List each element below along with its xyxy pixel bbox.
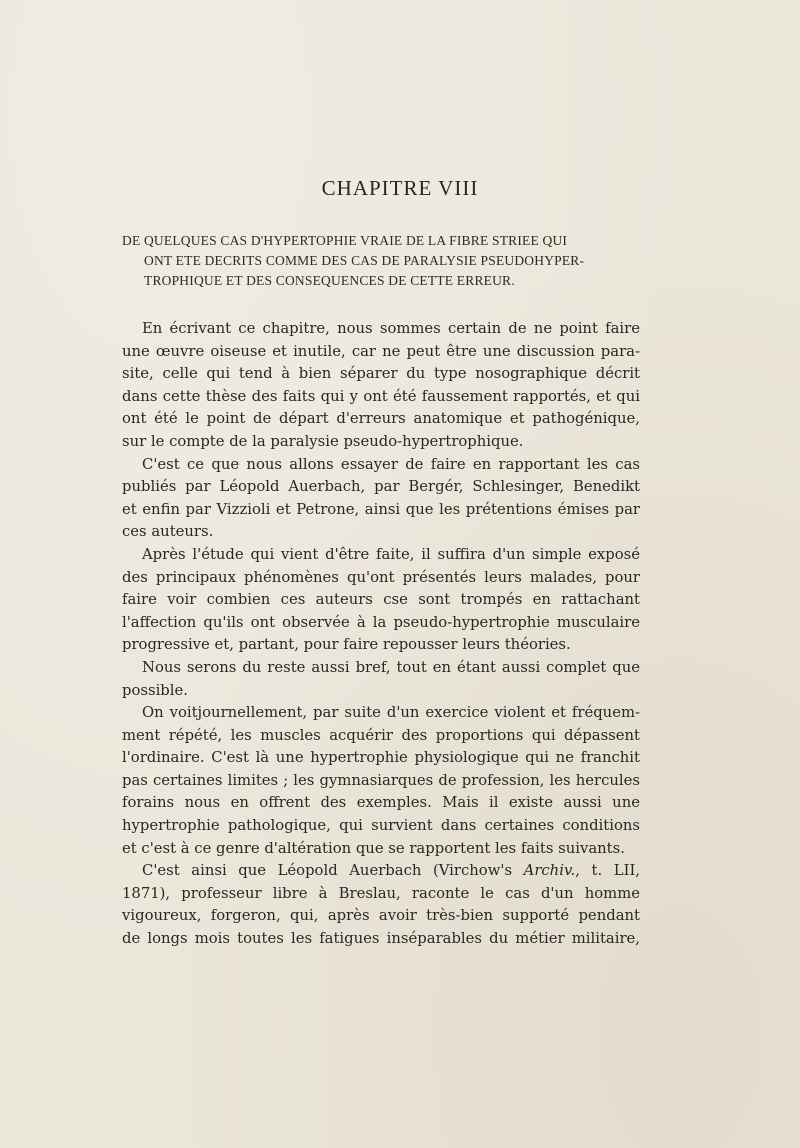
text-segment: C'est ainsi que Léopold Auerbach (Virchow's — [142, 862, 513, 880]
subtitle-line: ONT ETE DECRITS COMME DES CAS DE PARALYSIE PSEUDOHYPER- — [144, 253, 585, 268]
text-line: On voitjournellement, par suite d'un exercice violent et fréquem- — [142, 704, 640, 722]
text-line: dans cette thèse des faits qui y ont été faussement rapportés, et qui — [122, 387, 640, 405]
text-line: l'affection qu'ils ont observée à la pseudo-hypertrophie musculaire — [122, 613, 640, 631]
text-line: et c'est à ce genre d'altération que se rapportent les faits suivants. — [122, 839, 625, 857]
subtitle-line: DE QUELQUES CAS D'HYPERTOPHIE VRAIE DE LA FIBRE STRIEE QUI — [122, 233, 568, 248]
text-line: site, celle qui tend à bien séparer du type nosographique décrit — [122, 365, 640, 383]
chapter-title: CHAPITRE VIII — [321, 176, 479, 200]
subtitle-line: TROPHIQUE ET DES CONSEQUENCES DE CETTE ERREUR. — [144, 273, 515, 288]
text-line: ont été le point de départ d'erreurs anatomique et pathogénique, — [122, 410, 640, 428]
text-line: et enfin par Vizzioli et Petrone, ainsi que les prétentions émises par — [122, 500, 640, 518]
text-line: faire voir combien ces auteurs cse sont trompés en rattachant — [122, 591, 640, 609]
text-line: forains nous en offrent des exemples. Mais il existe aussi une — [122, 794, 640, 812]
text-line: hypertrophie pathologique, qui survient dans certaines conditions — [122, 817, 640, 835]
text-line: une œuvre oiseuse et inutile, car ne peut être une discussion para- — [122, 342, 640, 360]
text-line: pas certaines limites ; les gymnasiarques de profession, les hercules — [122, 771, 640, 789]
text-line: ment répété, les muscles acquérir des proportions qui dépassent — [122, 726, 640, 744]
body-text — [122, 318, 640, 951]
text-line: Nous serons du reste aussi bref, tout en étant aussi complet que — [142, 658, 640, 676]
text-line: vigoureux, forgeron, qui, après avoir très-bien supporté pendant — [122, 907, 640, 925]
text-line: possible. — [122, 681, 188, 699]
text-line: publiés par Léopold Auerbach, par Bergér, Schlesinger, Benedikt — [122, 478, 640, 496]
text-line: 1871), professeur libre à Breslau, raconte le cas d'un homme — [122, 884, 640, 902]
text-line: des principaux phénomènes qu'ont présentés leurs malades, pour — [122, 568, 640, 586]
text-line: ces auteurs. — [122, 523, 214, 541]
text-segment: , t. LII, — [575, 862, 640, 880]
chapter-subtitle — [122, 231, 642, 291]
citation-italic: Archiv. — [523, 862, 576, 880]
text-line: Après l'étude qui vient d'être faite, il suffira d'un simple exposé — [142, 545, 640, 563]
text-line-with-citation — [122, 860, 640, 883]
text-line: En écrivant ce chapitre, nous sommes certain de ne point faire — [142, 320, 640, 337]
text-line: C'est ce que nous allons essayer de faire en rapportant les cas — [142, 455, 640, 473]
text-line: sur le compte de la paralysie pseudo-hypertrophique. — [122, 432, 524, 450]
text-line: de longs mois toutes les fatigues inséparables du métier militaire, — [122, 930, 640, 948]
text-line: progressive et, partant, pour faire repousser leurs théories. — [122, 636, 571, 654]
text-line: l'ordinaire. C'est là une hypertrophie physiologique qui ne franchit — [122, 749, 640, 767]
